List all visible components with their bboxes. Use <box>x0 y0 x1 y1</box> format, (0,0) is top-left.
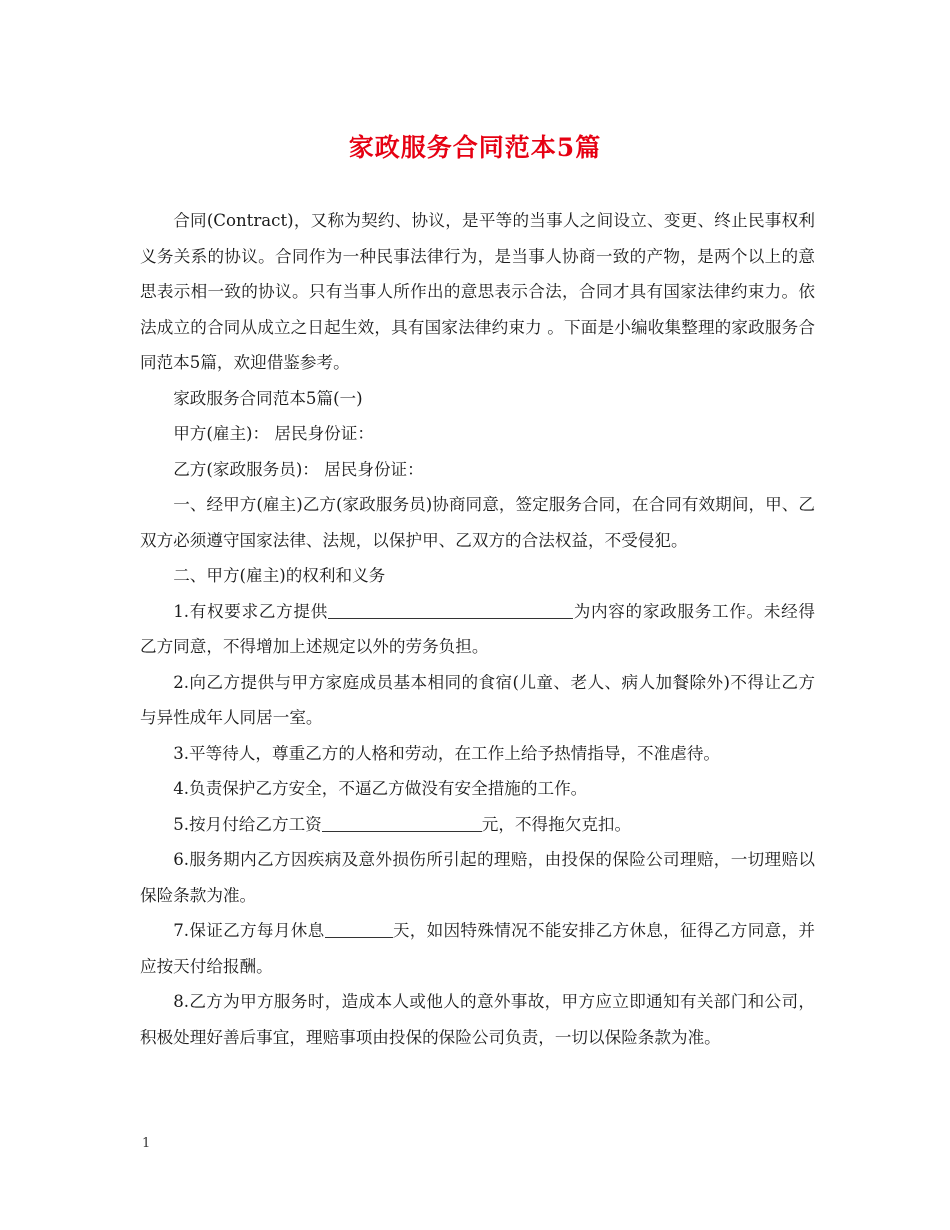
document-title: 家政服务合同范本5篇 <box>348 133 602 162</box>
item-1 <box>140 594 815 665</box>
party-a-line: 甲方(雇主)： 居民身份证： <box>173 424 374 443</box>
intro-paragraph: 合同(Contract)，又称为契约、协议，是平等的当事人之间设立、变更、终止民事权利义务关系的协议。合同作为一种民事法律行为，是当事人协商一致的产物，是两个以上的意思表示相一致的协议。只有当事人所作出的意思表示合法，合同才具有国家法律约束力。依法成立的合同从成立之日起生效，具有国家法律约束力 。下面是小编收集整理的家政服务合同范本5篇，欢迎借鉴参考。 <box>140 211 815 372</box>
item-5 <box>140 807 815 843</box>
item-6: 6.服务期内乙方因疾病及意外损伤所引起的理赔，由投保的保险公司理赔，一切理赔以保险条款为准。 <box>140 850 815 905</box>
clause-2-heading: 二、甲方(雇主)的权利和义务 <box>173 566 386 585</box>
section-heading: 家政服务合同范本5篇(一) <box>173 388 363 408</box>
fill-blank-wage <box>322 814 482 832</box>
item-3: 3.平等待人，尊重乙方的人格和劳动，在工作上给予热情指导，不准虐待。 <box>173 743 721 763</box>
item-1-text-before: 1.有权要求乙方提供 <box>173 601 328 621</box>
party-b-line: 乙方(家政服务员)： 居民身份证： <box>173 459 424 479</box>
page-number: 1 <box>142 1136 151 1151</box>
fill-blank-service-content <box>328 601 573 619</box>
item-7-text-after: 天，如因特殊情况不能安排乙方休息，征得乙方同意，并应按天付给报酬。 <box>140 921 815 976</box>
item-5-text-before: 5.按月付给乙方工资 <box>173 814 322 834</box>
fill-blank-rest-days <box>325 920 393 938</box>
item-1-text-after: 为内容的家政服务工作。未经得乙方同意，不得增加上述规定以外的劳务负担。 <box>140 601 815 656</box>
item-7 <box>140 913 815 984</box>
item-8: 8.乙方为甲方服务时，造成本人或他人的意外事故，甲方应立即通知有关部门和公司，积极处理好善后事宜，理赔事项由投保的保险公司负责，一切以保险条款为准。 <box>140 992 815 1047</box>
item-7-text-before: 7.保证乙方每月休息 <box>173 921 325 940</box>
item-4: 4.负责保护乙方安全，不逼乙方做没有安全措施的工作。 <box>173 779 588 798</box>
clause-1: 一、经甲方(雇主)乙方(家政服务员)协商同意，签定服务合同，在合同有效期间，甲、乙双方必须遵守国家法律、法规，以保护甲、乙双方的合法权益，不受侵犯。 <box>140 495 815 550</box>
document-body <box>140 203 815 1055</box>
item-5-text-after: 元，不得拖欠克扣。 <box>481 814 632 834</box>
item-2: 2.向乙方提供与甲方家庭成员基本相同的食宿(儿童、老人、病人加餐除外)不得让乙方与异性成年人同居一室。 <box>140 672 815 727</box>
